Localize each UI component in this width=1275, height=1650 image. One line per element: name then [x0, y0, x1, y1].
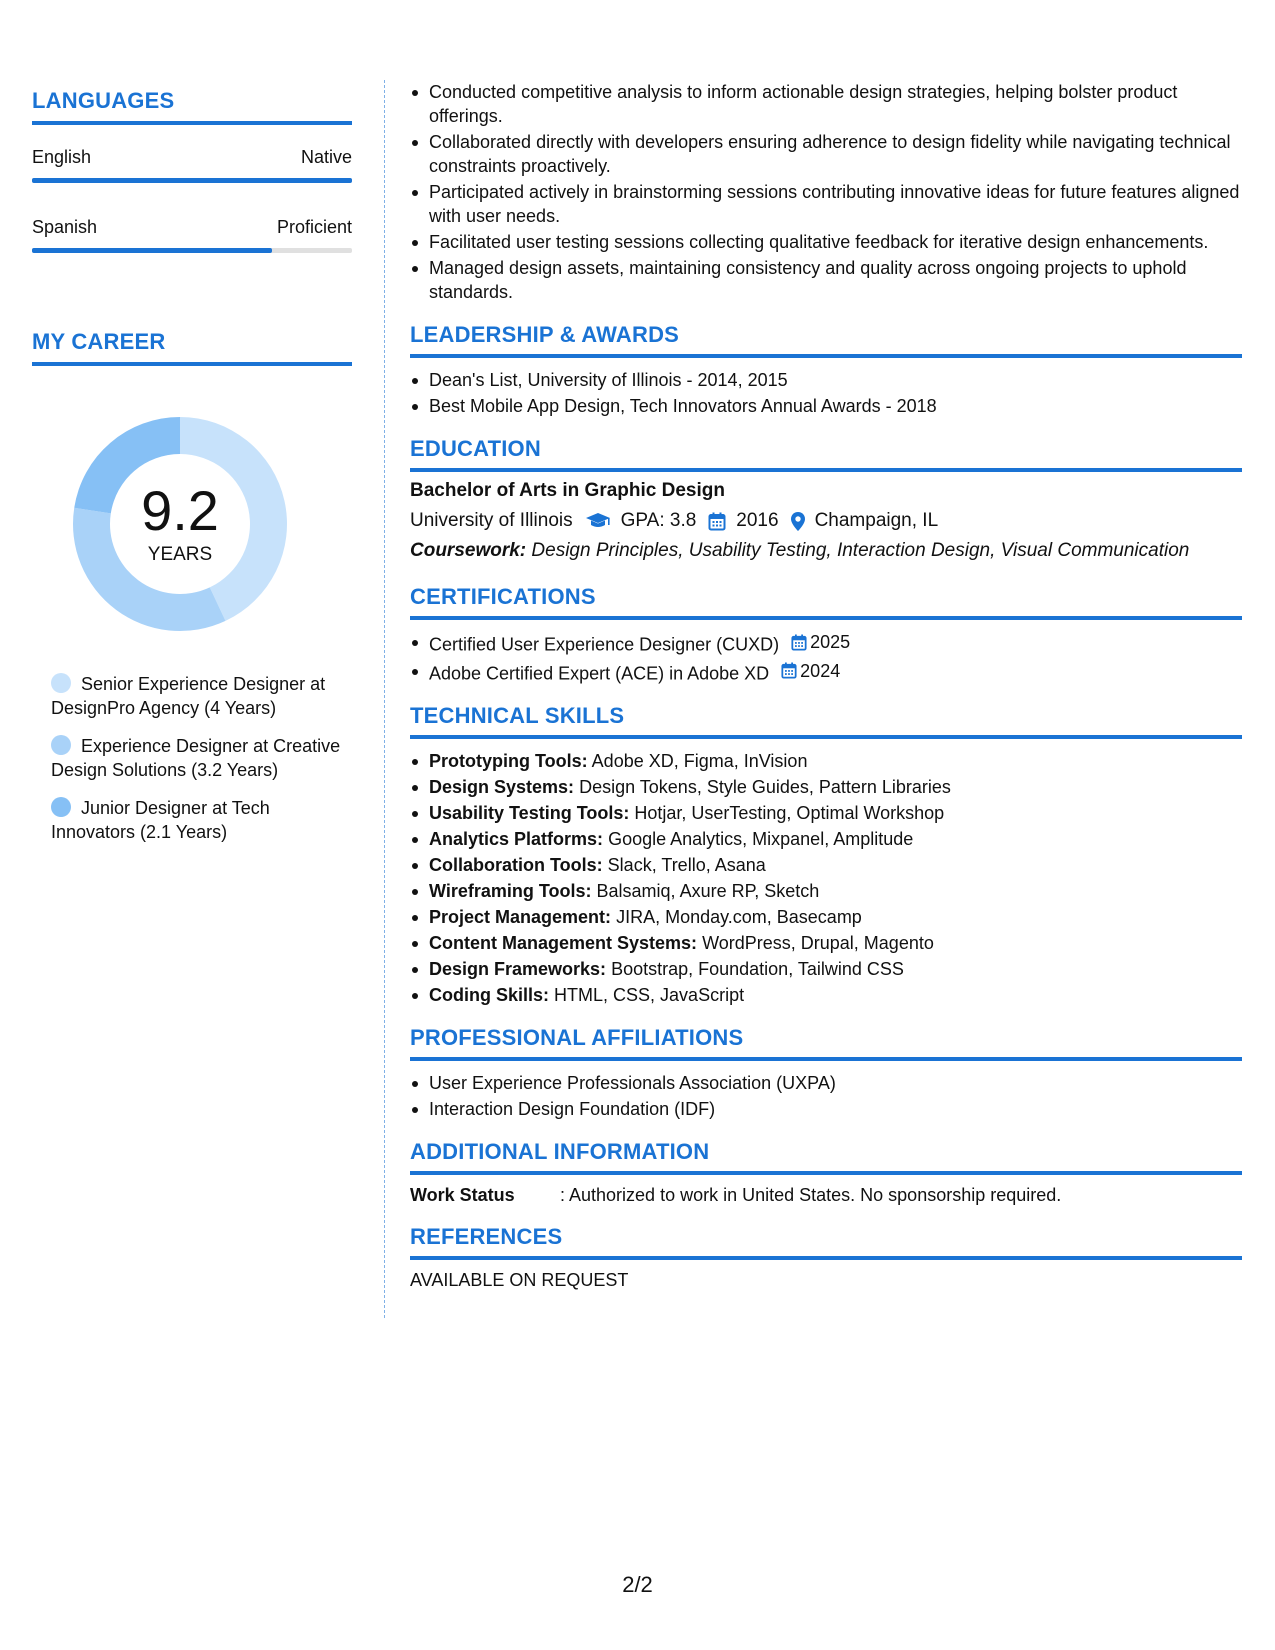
- location-pin-icon: [791, 512, 805, 531]
- leadership-heading: LEADERSHIP & AWARDS: [410, 322, 1242, 358]
- education-location: Champaign, IL: [814, 510, 939, 531]
- page-number: 2/2: [622, 1572, 653, 1597]
- education-gpa: GPA: 3.8: [620, 510, 697, 531]
- legend-item: [51, 796, 352, 844]
- skills-list: [410, 749, 1242, 1007]
- language-level: Proficient: [276, 217, 352, 237]
- list-item: User Experience Professionals Association (UXPA): [429, 1071, 1242, 1095]
- references-text: AVAILABLE ON REQUEST: [410, 1270, 629, 1290]
- list-item: [429, 659, 1242, 686]
- legend-item: [51, 734, 352, 782]
- additional-info-heading: ADDITIONAL INFORMATION: [410, 1139, 1242, 1175]
- cert-date: [781, 659, 840, 683]
- education-coursework: [410, 540, 1242, 562]
- list-item: Usability Testing Tools: Hotjar, UserTesting, Optimal Workshop: [429, 801, 1242, 825]
- skills-section: [410, 703, 1242, 1007]
- languages-heading: LANGUAGES: [32, 88, 352, 125]
- list-item: Coding Skills: HTML, CSS, JavaScript: [429, 983, 1242, 1007]
- references-section: [410, 1224, 1242, 1291]
- calendar-icon: [781, 662, 797, 679]
- list-item: Collaborated directly with developers ensuring adherence to design fidelity while navigating technical constraints proactively.: [429, 130, 1242, 178]
- career-total-years: 9.2: [141, 479, 219, 542]
- language-name: English: [32, 147, 92, 167]
- career-heading: MY CAREER: [32, 329, 352, 366]
- legend-label: Experience Designer at Creative Design Solutions (3.2 Years): [51, 736, 341, 780]
- list-item: Facilitated user testing sessions collecting qualitative feedback for iterative design enhancements.: [429, 230, 1242, 254]
- list-item: Design Frameworks: Bootstrap, Foundation, Tailwind CSS: [429, 957, 1242, 981]
- calendar-icon: [791, 634, 807, 651]
- language-level-bar: [32, 178, 352, 183]
- graduation-cap-icon: [585, 512, 611, 530]
- education-heading: EDUCATION: [410, 436, 1242, 472]
- coursework-label: Coursework:: [410, 540, 527, 561]
- list-item: Best Mobile App Design, Tech Innovators Annual Awards - 2018: [429, 394, 1242, 418]
- language-level-bar: [32, 248, 352, 253]
- list-item: Project Management: JIRA, Monday.com, Basecamp: [429, 905, 1242, 929]
- main-content: [410, 80, 1242, 1291]
- experience-bullets: [410, 80, 1242, 304]
- list-item: Collaboration Tools: Slack, Trello, Asana: [429, 853, 1242, 877]
- leadership-section: [410, 322, 1242, 418]
- education-degree: Bachelor of Arts in Graphic Design: [410, 480, 725, 501]
- coursework-value: Design Principles, Usability Testing, Interaction Design, Visual Communication: [531, 540, 1190, 561]
- sidebar: [32, 88, 352, 858]
- list-item: Interaction Design Foundation (IDF): [429, 1097, 1242, 1121]
- language-name: Spanish: [32, 217, 98, 237]
- education-school: University of Illinois: [410, 510, 573, 531]
- column-divider: [384, 80, 385, 1318]
- list-item: Dean's List, University of Illinois - 2014, 2015: [429, 368, 1242, 392]
- additional-info-section: [410, 1139, 1242, 1206]
- work-status-value: : Authorized to work in United States. No sponsorship required.: [560, 1185, 1062, 1205]
- cert-name: Adobe Certified Expert (ACE) in Adobe XD: [429, 663, 770, 683]
- language-item-english: [32, 147, 352, 183]
- list-item: Prototyping Tools: Adobe XD, Figma, InVision: [429, 749, 1242, 773]
- skills-heading: TECHNICAL SKILLS: [410, 703, 1242, 739]
- work-status-row: [410, 1185, 1242, 1206]
- career-legend: [32, 672, 352, 844]
- education-year: 2016: [736, 510, 779, 531]
- list-item: Design Systems: Design Tokens, Style Guides, Pattern Libraries: [429, 775, 1242, 799]
- legend-dot-icon: [51, 673, 71, 693]
- legend-label: Junior Designer at Tech Innovators (2.1 Years): [51, 798, 270, 842]
- cert-year: 2025: [810, 632, 851, 652]
- legend-dot-icon: [51, 735, 71, 755]
- affiliations-heading: PROFESSIONAL AFFILIATIONS: [410, 1025, 1242, 1061]
- education-section: [410, 436, 1242, 562]
- list-item: Content Management Systems: WordPress, Drupal, Magento: [429, 931, 1242, 955]
- language-level: Native: [300, 147, 352, 167]
- certifications-heading: CERTIFICATIONS: [410, 584, 1242, 620]
- list-item: Managed design assets, maintaining consistency and quality across ongoing projects to uphold standards.: [429, 256, 1242, 304]
- list-item: Participated actively in brainstorming sessions contributing innovative ideas for future features aligned with user needs.: [429, 180, 1242, 228]
- cert-name: Certified User Experience Designer (CUXD): [429, 634, 780, 655]
- legend-dot-icon: [51, 797, 71, 817]
- career-section: [32, 329, 352, 844]
- career-donut-chart: [66, 410, 294, 638]
- legend-label: Senior Experience Designer at DesignPro Agency (4 Years): [51, 674, 326, 718]
- cert-date: [791, 630, 850, 654]
- list-item: Wireframing Tools: Balsamiq, Axure RP, Sketch: [429, 879, 1242, 903]
- list-item: Analytics Platforms: Google Analytics, Mixpanel, Amplitude: [429, 827, 1242, 851]
- career-unit: YEARS: [147, 544, 213, 565]
- references-heading: REFERENCES: [410, 1224, 1242, 1260]
- work-status-label: Work Status: [410, 1185, 515, 1205]
- cert-year: 2024: [800, 660, 841, 681]
- list-item: Conducted competitive analysis to inform actionable design strategies, helping bolster product offerings.: [429, 80, 1242, 128]
- calendar-icon: [708, 512, 726, 531]
- affiliations-section: [410, 1025, 1242, 1121]
- language-item-spanish: [32, 217, 352, 253]
- list-item: [429, 630, 1242, 657]
- legend-item: [51, 672, 352, 720]
- education-meta: [410, 510, 1242, 532]
- certifications-section: [410, 584, 1242, 685]
